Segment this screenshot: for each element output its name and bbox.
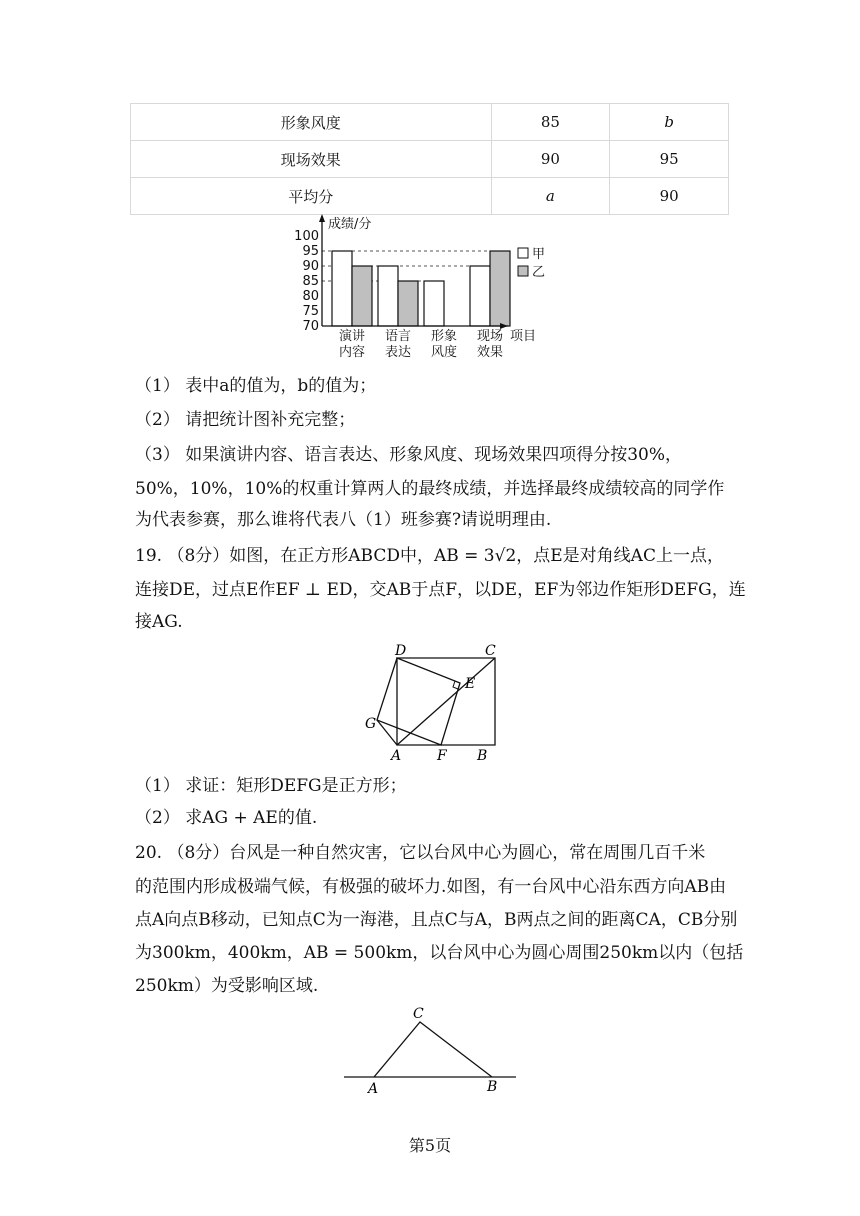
table-cell-label: 现场效果 <box>131 141 492 178</box>
table-row <box>131 141 729 178</box>
legend-label: 乙 <box>532 265 546 280</box>
table-cell-yi: 90 <box>610 178 729 215</box>
y-tick-label: 90 <box>302 259 319 274</box>
bar-jia <box>332 251 352 326</box>
x-tick-label: 现场 <box>476 329 504 344</box>
x-tick-label: 风度 <box>430 345 458 360</box>
q19-line3: 接AG. <box>135 612 183 632</box>
bar-jia <box>378 266 398 326</box>
table-cell-jia: a <box>491 178 610 215</box>
x-tick-label: 形象 <box>430 329 458 344</box>
legend-label: 甲 <box>532 247 546 262</box>
q19-part2: （2） 求AG + AE的值. <box>135 808 318 828</box>
y-tick-label: 70 <box>302 319 319 334</box>
label-a: A <box>391 748 402 764</box>
bar-yi <box>490 251 510 326</box>
label-a: A <box>368 1081 379 1097</box>
y-axis-title: 成绩/分 <box>328 217 372 232</box>
x-axis-title: 项目 <box>510 329 537 344</box>
bar-jia <box>470 266 490 326</box>
label-b: B <box>477 748 488 764</box>
table-cell-yi: b <box>610 104 729 141</box>
q19-line1: 19. （8分）如图，在正方形ABCD中，AB = 3√2，点E是对角线AC上一点， <box>135 546 724 566</box>
y-tick-label: 85 <box>302 274 319 289</box>
q20-line4: 为300km，400km，AB = 500km，以台风中心为圆心周围250km以内（包括 <box>135 943 744 963</box>
q20-line3: 点A向点B移动，已知点C为一海港，且点C与A，B两点之间的距离CA，CB分别 <box>135 910 738 930</box>
table-row <box>131 178 729 215</box>
table-cell-yi: 95 <box>610 141 729 178</box>
diagonal-ac <box>397 658 495 745</box>
q18-part3-line1: （3） 如果演讲内容、语言表达、形象风度、现场效果四项得分按30%， <box>135 445 683 465</box>
score-table <box>130 103 729 215</box>
q20-line5: 250km）为受影响区域. <box>135 976 319 996</box>
label-b: B <box>487 1079 498 1095</box>
table-row <box>131 104 729 141</box>
square-figure <box>355 640 515 770</box>
q18-part3-line3: 为代表参赛，那么谁将代表八（1）班参赛?请说明理由. <box>135 510 552 530</box>
triangle-abc <box>374 1022 492 1077</box>
legend-swatch <box>518 266 528 276</box>
table-cell-label: 平均分 <box>131 178 492 215</box>
q18-part3-line2: 50%，10%，10%的权重计算两人的最终成绩，并选择最终成绩较高的同学作 <box>135 479 725 499</box>
y-tick-label: 75 <box>302 304 319 319</box>
x-tick-label: 内容 <box>338 345 366 360</box>
rect-defg <box>377 658 460 745</box>
page-number: 第5页 <box>408 1136 452 1155</box>
q18-part2: （2） 请把统计图补充完整； <box>135 410 356 430</box>
label-d: D <box>395 643 407 659</box>
q19-part1: （1） 求证：矩形DEFG是正方形； <box>135 776 407 796</box>
q19-line2: 连接DE，过点E作EF ⊥ ED，交AB于点F，以DE，EF为邻边作矩形DEFG，连 <box>135 580 746 600</box>
bar-jia <box>424 281 444 326</box>
score-bar-chart <box>260 210 560 370</box>
label-f: F <box>437 748 447 764</box>
x-tick-label: 演讲 <box>338 329 366 344</box>
label-c: C <box>485 643 496 659</box>
y-tick-label: 100 <box>294 229 319 244</box>
legend-swatch <box>518 248 528 258</box>
table-cell-label: 形象风度 <box>131 104 492 141</box>
label-e: E <box>465 676 476 692</box>
q20-line2: 的范围内形成极端气候，有极强的破坏力.如图，有一台风中心沿东西方向AB由 <box>135 877 727 897</box>
q20-line1: 20. （8分）台风是一种自然灾害，它以台风中心为圆心，常在周围几百千米 <box>135 843 706 863</box>
y-tick-label: 95 <box>302 244 319 259</box>
y-axis-arrow <box>319 214 325 222</box>
q18-part1: （1） 表中a的值为，b的值为； <box>135 376 377 396</box>
bar-yi <box>398 281 418 326</box>
x-tick-label: 效果 <box>476 345 504 360</box>
table-cell-jia: 90 <box>491 141 610 178</box>
label-c: C <box>413 1006 424 1022</box>
bar-yi <box>352 266 372 326</box>
x-tick-label: 语言 <box>384 329 412 344</box>
label-g: G <box>365 716 377 732</box>
triangle-figure <box>340 1000 520 1100</box>
y-tick-label: 80 <box>302 289 319 304</box>
table-cell-jia: 85 <box>491 104 610 141</box>
x-tick-label: 表达 <box>384 345 412 360</box>
